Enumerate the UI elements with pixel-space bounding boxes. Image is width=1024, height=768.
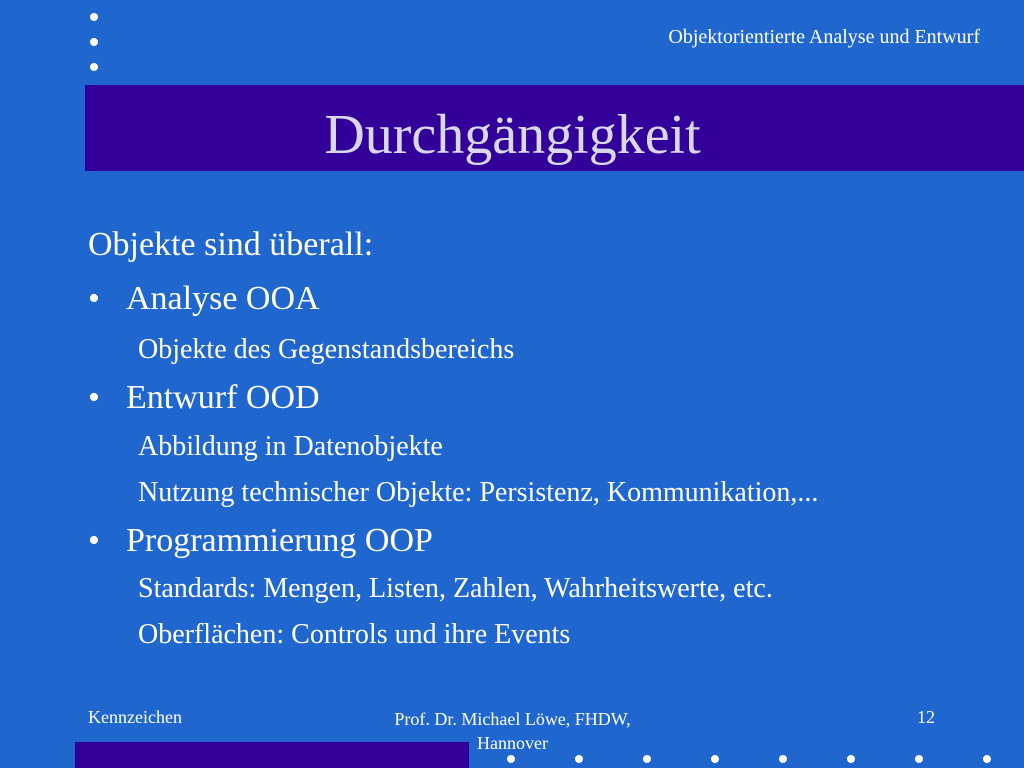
- intro-text: Objekte sind überall:: [88, 226, 374, 263]
- bullet-programmierung: [88, 522, 433, 560]
- dot-icon: [847, 755, 855, 763]
- dot-icon: [779, 755, 787, 763]
- bullet-entwurf: [88, 379, 320, 417]
- bullet-icon: •: [88, 280, 100, 317]
- bullet-label: Entwurf OOD: [126, 379, 320, 416]
- page-number: 12: [917, 707, 935, 727]
- sub-item: Nutzung technischer Objekte: Persistenz, Kommunikation,...: [138, 477, 819, 508]
- dot-icon: [643, 755, 651, 763]
- dot-icon: [90, 38, 98, 46]
- bullet-analyse: [88, 280, 320, 318]
- bullet-label: Programmierung OOP: [126, 522, 433, 559]
- dot-icon: [90, 13, 98, 21]
- dot-icon: [711, 755, 719, 763]
- footer-label: Kennzeichen: [88, 707, 182, 727]
- sub-item: Oberflächen: Controls und ihre Events: [138, 619, 571, 650]
- title-bar: [85, 85, 1024, 171]
- footer-author: [375, 707, 650, 755]
- slide-title: Durchgängigkeit: [324, 104, 701, 166]
- bullet-label: Analyse OOA: [126, 280, 320, 317]
- footer-author-line1: Prof. Dr. Michael Löwe, FHDW,: [394, 709, 631, 729]
- sub-item: Standards: Mengen, Listen, Zahlen, Wahrheitswerte, etc.: [138, 573, 773, 604]
- course-title: Objektorientierte Analyse und Entwurf: [668, 26, 980, 48]
- dot-icon: [983, 755, 991, 763]
- dot-icon: [507, 755, 515, 763]
- sub-item: Objekte des Gegenstandsbereichs: [138, 334, 515, 365]
- sub-item: Abbildung in Datenobjekte: [138, 431, 443, 462]
- dot-icon: [915, 755, 923, 763]
- footer-author-line2: Hannover: [477, 733, 548, 753]
- bullet-icon: •: [88, 379, 100, 416]
- bullet-icon: •: [88, 522, 100, 559]
- dot-icon: [90, 63, 98, 71]
- dot-icon: [575, 755, 583, 763]
